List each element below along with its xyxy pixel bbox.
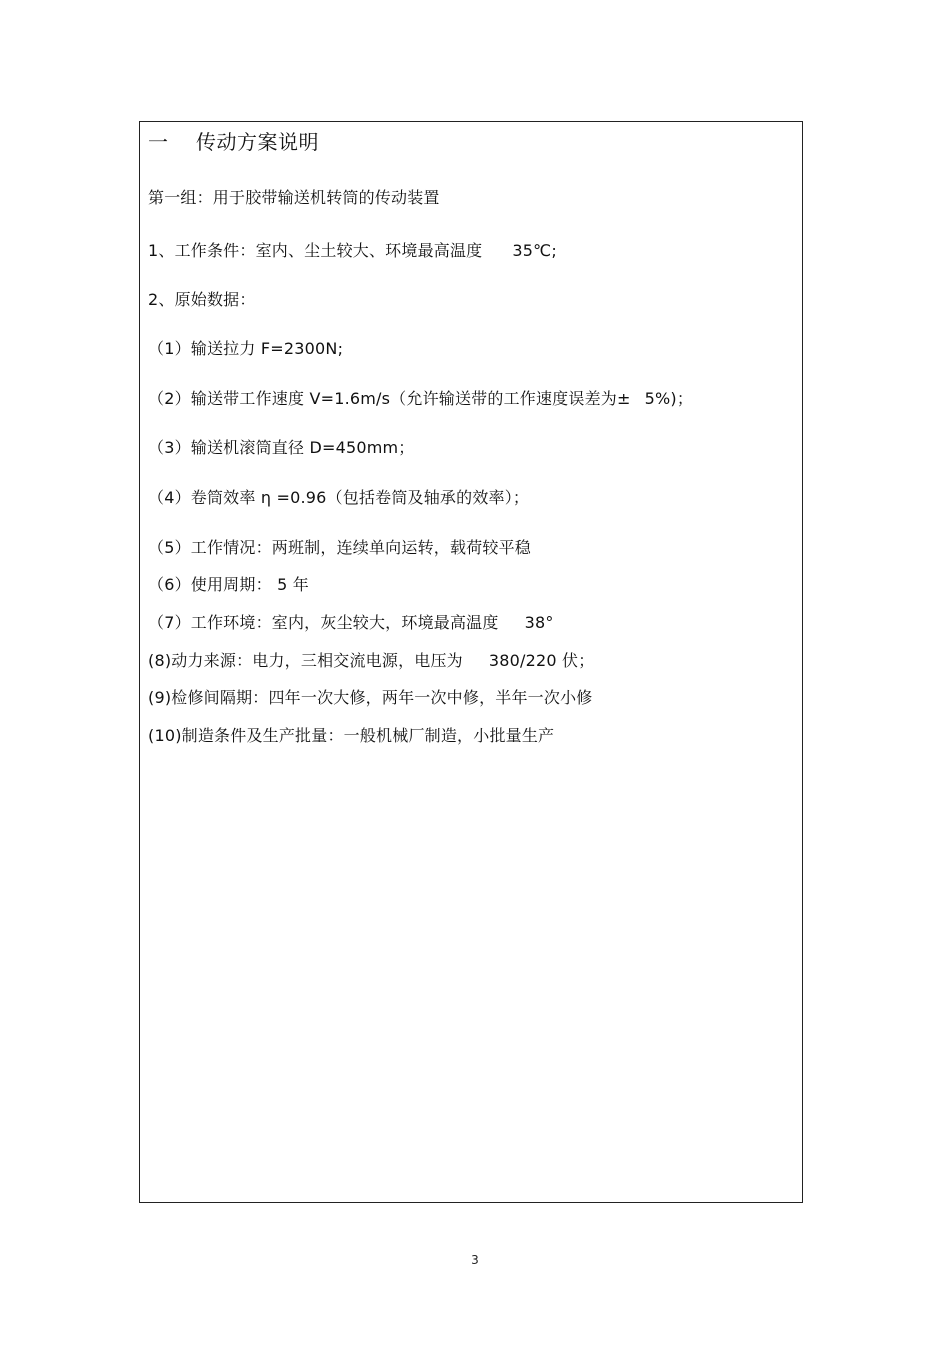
item-10: (10)制造条件及生产批量：一般机械厂制造，小批量生产 (148, 726, 555, 745)
item-5: （5）工作情况：两班制，连续单向运转，载荷较平稳 (148, 538, 531, 557)
item-7 (148, 613, 554, 633)
section-title: 传动方案说明 (196, 130, 319, 154)
item-2-text: （2）输送带工作速度 V=1.6m/s（允许输送带的工作速度误差为± (148, 389, 631, 408)
item-4: （4）卷筒效率 η =0.96（包括卷筒及轴承的效率）； (148, 488, 530, 507)
item-3: （3）输送机滚筒直径 D=450mm； (148, 438, 415, 457)
item-9: (9)检修间隔期：四年一次大修，两年一次中修，半年一次小修 (148, 688, 593, 707)
page-number: 3 (471, 1253, 479, 1267)
item-6: （6）使用周期： 5 年 (148, 575, 309, 594)
working-conditions-line (148, 241, 557, 261)
group-line: 第一组：用于胶带输送机转筒的传动装置 (148, 188, 440, 207)
section-number: 一 (148, 130, 169, 154)
item-2 (148, 389, 693, 409)
item-8 (148, 651, 594, 671)
item-7-temp: 38° (524, 613, 554, 632)
item-2-tolerance: 5%)； (644, 389, 694, 408)
item-8-text: (8)动力来源：电力，三相交流电源，电压为 (148, 651, 463, 670)
item-7-text: （7）工作环境：室内，灰尘较大，环境最高温度 (148, 613, 499, 632)
item-8-voltage: 380/220 伏； (488, 651, 595, 670)
working-conditions-text: 1、工作条件：室内、尘土较大、环境最高温度 (148, 241, 483, 260)
working-conditions-temp: 35℃; (512, 241, 557, 260)
section-heading (148, 130, 319, 154)
raw-data-heading: 2、原始数据： (148, 290, 256, 309)
item-1: （1）输送拉力 F=2300N; (148, 339, 344, 358)
